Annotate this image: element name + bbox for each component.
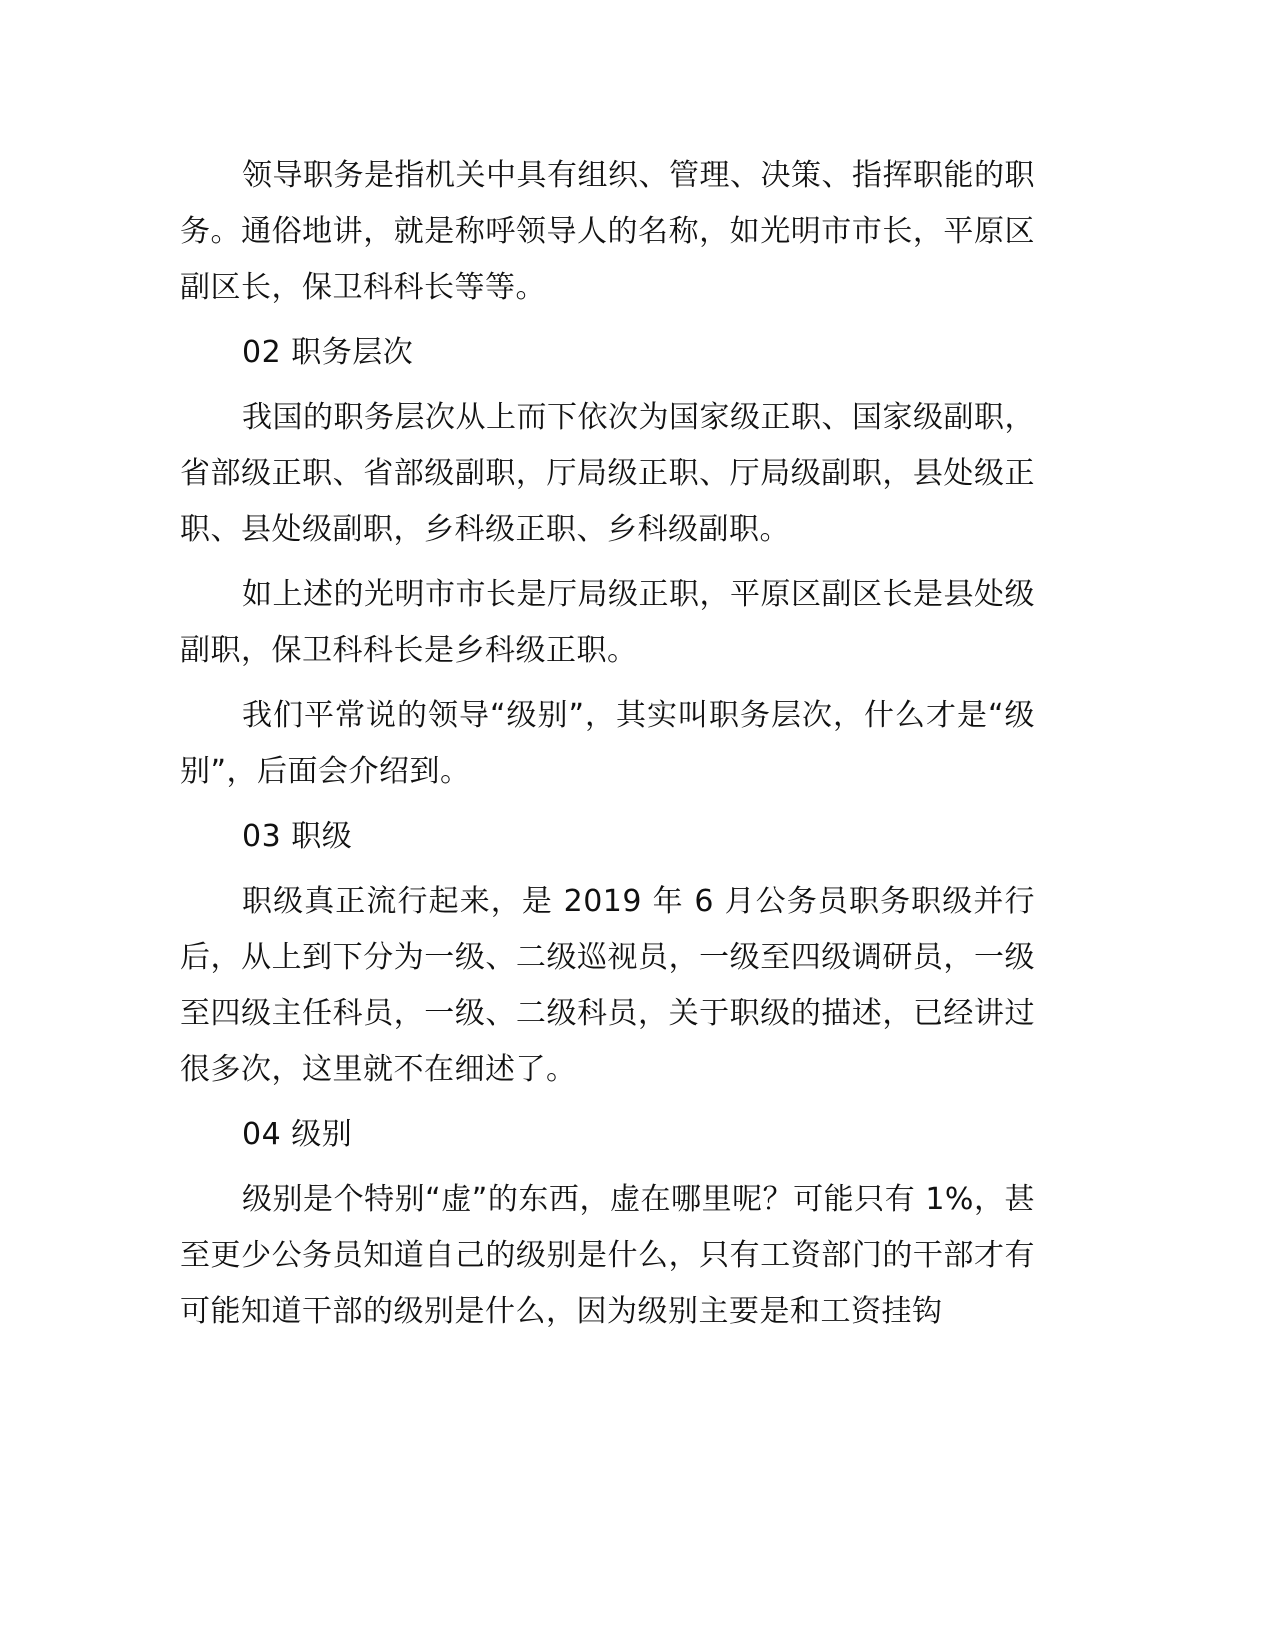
paragraph-grade-description: 级别是个特别“虚”的东西，虚在哪里呢？可能只有 1%，甚至更少公务员知道自己的级别是什么，只有工资部门的干部才有可能知道干部的级别是什么，因为级别主要是和工资挂钩 (180, 1182, 1035, 1329)
paragraph-rank-description: 职级真正流行起来，是 2019 年 6 月公务员职务职级并行后，从上到下分为一级、二级巡视员，一级至四级调研员，一级至四级主任科员，一级、二级科员，关于职级的描述，已经讲过很多次，这里就不在细述了。 (180, 884, 1035, 1087)
section-heading-ranks: 03 职级 (242, 819, 353, 854)
paragraph-rank-note: 我们平常说的领导“级别”，其实叫职务层次，什么才是“级别”，后面会介绍到。 (180, 698, 1035, 789)
section-heading-job-levels: 02 职务层次 (242, 335, 414, 370)
paragraph-job-level-examples: 如上述的光明市市长是厅局级正职，平原区副区长是县处级副职，保卫科科长是乡科级正职。 (180, 577, 1035, 668)
paragraph-leadership-definition: 领导职务是指机关中具有组织、管理、决策、指挥职能的职务。通俗地讲，就是称呼领导人的名称，如光明市市长，平原区副区长，保卫科科长等等。 (180, 158, 1035, 305)
section-heading-grade: 04 级别 (242, 1117, 353, 1152)
document-body (180, 148, 1035, 1349)
paragraph-job-level-hierarchy: 我国的职务层次从上而下依次为国家级正职、国家级副职，省部级正职、省部级副职，厅局级正职、厅局级副职，县处级正职、县处级副职，乡科级正职、乡科级副职。 (180, 400, 1035, 547)
